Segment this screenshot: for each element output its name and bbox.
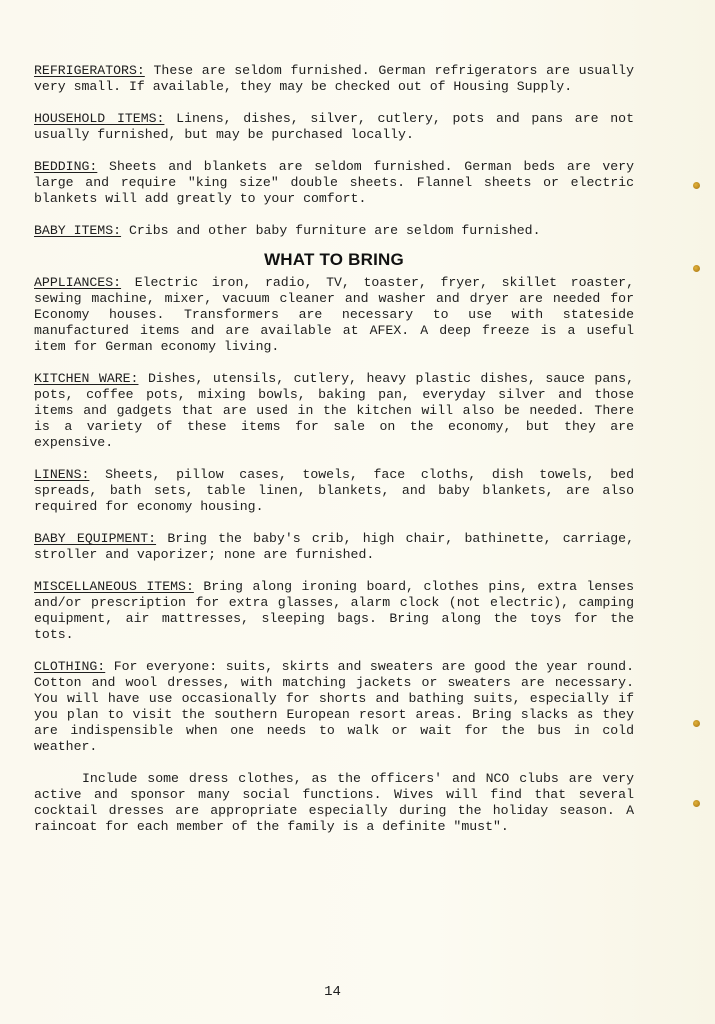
page-number: 14 [324,984,341,1000]
what-to-bring-heading: WHAT TO BRING [264,250,404,269]
section-text: Sheets, pillow cases, towels, face cloths, dish towels, bed spreads, bath sets, table linen, blankets, and baby blankets, are also required for economy housing. [34,467,634,514]
miscellaneous-items-paragraph [34,579,634,643]
section-label: MISCELLANEOUS ITEMS: [34,579,194,594]
section-label: LINENS: [34,467,90,482]
household-items-paragraph [34,111,634,143]
section-text: Bring along ironing board, clothes pins, extra lenses and/or prescription for extra glasses, alarm clock (not electric), camping equipment, air mattresses, sleeping bags. Bring along the toys for the tots. [34,579,634,642]
binder-hole-mark [693,720,700,727]
section-label: HOUSEHOLD ITEMS: [34,111,165,126]
section-label: KITCHEN WARE: [34,371,139,386]
kitchen-ware-paragraph [34,371,634,451]
binder-hole-mark [693,182,700,189]
section-text: Sheets and blankets are seldom furnished. German beds are very large and require "king size" double sheets. Flannel sheets or electric blankets will add greatly to your comfort. [34,159,634,206]
refrigerators-paragraph [34,63,634,95]
section-text: Cribs and other baby furniture are seldom furnished. [121,223,541,238]
section-text: Dishes, utensils, cutlery, heavy plastic dishes, sauce pans, pots, coffee pots, mixing bowls, baking pan, everyday silver and those items and gadgets that are used in the kitchen will also be needed. There is a variety of these items for sale on the economy, but they are expensive. [34,371,634,450]
section-label: BABY ITEMS: [34,223,122,238]
bedding-paragraph [34,159,634,207]
section-label: BABY EQUIPMENT: [34,531,157,546]
binder-hole-mark [693,800,700,807]
section-label: CLOTHING: [34,659,106,674]
closing-paragraph: Include some dress clothes, as the officers' and NCO clubs are very active and sponsor many social functions. Wives will find that several cocktail dresses are appropriate especially during the holiday season. A raincoat for each member of the family is a definite "must". [34,771,634,834]
appliances-paragraph [34,275,634,355]
section-text: These are seldom furnished. German refrigerators are usually very small. If available, they may be checked out of Housing Supply. [34,63,634,94]
section-text: Electric iron, radio, TV, toaster, fryer, skillet roaster, sewing machine, mixer, vacuum cleaner and washer and dryer are needed for Economy houses. Transformers are necessary to use with stateside manufactured items and are available at AFEX. A deep freeze is a useful item for German economy living. [34,275,634,354]
section-label: BEDDING: [34,159,98,174]
page-content [34,63,634,851]
clothing-paragraph [34,659,634,755]
baby-items-paragraph [34,223,634,239]
linens-paragraph [34,467,634,515]
binder-hole-mark [693,265,700,272]
section-text: Bring the baby's crib, high chair, bathinette, carriage, stroller and vaporizer; none are furnished. [34,531,634,562]
section-label: REFRIGERATORS: [34,63,145,78]
baby-equipment-paragraph [34,531,634,563]
section-text: For everyone: suits, skirts and sweaters are good the year round. Cotton and wool dresses, with matching jackets or sweaters are necessary. You will have use occasionally for shorts and bathing suits, especially if you plan to visit the southern European resort areas. Bring slacks as they are indispensible when one needs to walk or wait for the bus in cold weather. [34,659,634,754]
section-text: Linens, dishes, silver, cutlery, pots and pans are not usually furnished, but may be purchased locally. [34,111,634,142]
section-label: APPLIANCES: [34,275,122,290]
